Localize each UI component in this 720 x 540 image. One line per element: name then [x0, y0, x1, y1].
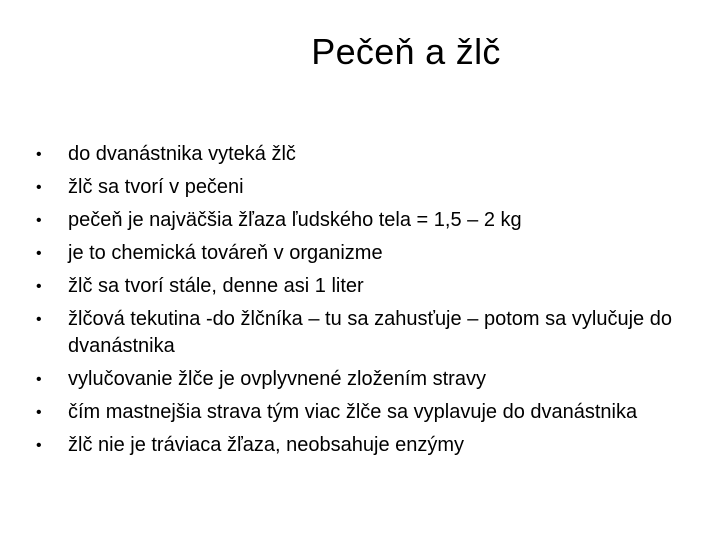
list-item [36, 366, 672, 393]
slide-title: Pečeň a žlč [311, 31, 501, 72]
bullet-icon: • [36, 278, 42, 295]
list-item [36, 207, 672, 234]
bullet-icon: • [36, 437, 42, 454]
list-item [36, 141, 672, 168]
bullet-list [36, 141, 672, 465]
list-item [36, 306, 672, 360]
list-item-text: žlč nie je tráviaca žľaza, neobsahuje enzýmy [68, 434, 465, 456]
list-item-text: žlč sa tvorí stále, denne asi 1 liter [68, 275, 364, 297]
list-item [36, 273, 672, 300]
list-item-text: je to chemická továreň v organizme [68, 242, 383, 264]
list-item-text: do dvanástnika vyteká žlč [68, 143, 296, 165]
list-item-text: žlč sa tvorí v pečeni [68, 176, 244, 198]
list-item [36, 399, 672, 426]
list-item [36, 174, 672, 201]
bullet-icon: • [36, 146, 42, 163]
bullet-icon: • [36, 212, 42, 229]
bullet-icon: • [36, 404, 42, 421]
list-item-text: žlčová tekutina -do žlčníka – tu sa zahusťuje – potom sa vylučuje do dvanástnika [68, 308, 672, 357]
list-item-text: vylučovanie žlče je ovplyvnené zložením stravy [68, 368, 486, 390]
bullet-icon: • [36, 311, 42, 328]
bullet-icon: • [36, 179, 42, 196]
list-item-text: čím mastnejšia strava tým viac žlče sa vyplavuje do dvanástnika [68, 401, 638, 423]
bullet-icon: • [36, 245, 42, 262]
list-item [36, 432, 672, 459]
bullet-icon: • [36, 371, 42, 388]
list-item-text: pečeň je najväčšia žľaza ľudského tela = 1,5 – 2 kg [68, 209, 522, 231]
list-item [36, 240, 672, 267]
